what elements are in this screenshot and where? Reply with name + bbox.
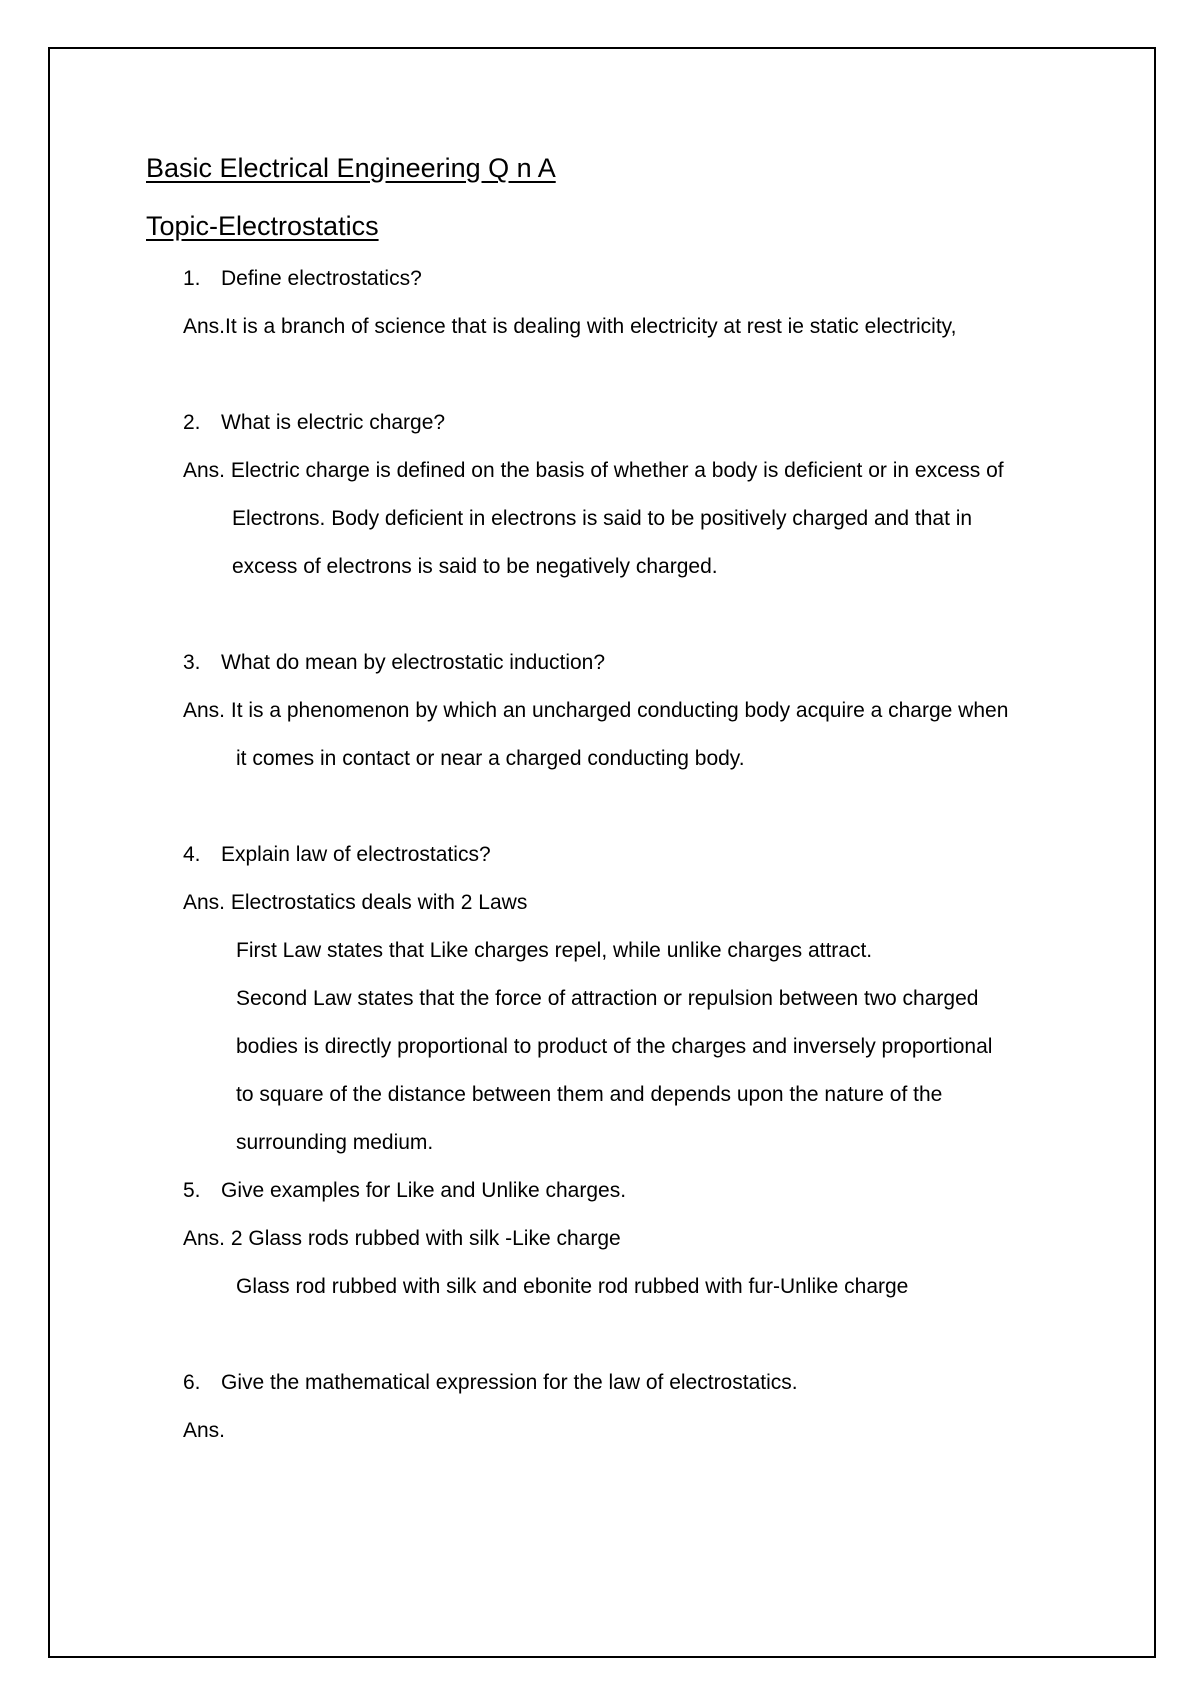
question-3 xyxy=(183,650,605,676)
answer-5-line-1: Ans. 2 Glass rods rubbed with silk -Like charge xyxy=(183,1227,621,1250)
question-text: What is electric charge? xyxy=(221,411,446,434)
question-text: Give examples for Like and Unlike charges. xyxy=(221,1179,627,1202)
answer-2-line-2: Electrons. Body deficient in electrons is said to be positively charged and that in xyxy=(232,507,973,530)
answer-3-line-1: Ans. It is a phenomenon by which an uncharged conducting body acquire a charge when xyxy=(183,699,1009,722)
answer-4-line-4: bodies is directly proportional to product of the charges and inversely proportional xyxy=(236,1035,993,1058)
answer-4-line-2: First Law states that Like charges repel, while unlike charges attract. xyxy=(236,939,873,962)
document-title: Basic Electrical Engineering Q n A xyxy=(146,153,556,183)
question-number: 6. xyxy=(183,1371,201,1394)
answer-2-line-3: excess of electrons is said to be negatively charged. xyxy=(232,555,718,578)
answer-4-line-6: surrounding medium. xyxy=(236,1131,434,1154)
question-text: Give the mathematical expression for the law of electrostatics. xyxy=(221,1371,798,1394)
answer-4-line-1: Ans. Electrostatics deals with 2 Laws xyxy=(183,891,528,914)
answer-6-line-1: Ans. xyxy=(183,1419,226,1442)
question-text: Explain law of electrostatics? xyxy=(221,843,491,866)
question-text: What do mean by electrostatic induction? xyxy=(221,651,606,674)
question-1 xyxy=(183,266,422,292)
question-number: 2. xyxy=(183,411,201,434)
answer-2-line-1: Ans. Electric charge is defined on the basis of whether a body is deficient or in excess of xyxy=(183,459,1004,482)
question-5 xyxy=(183,1178,626,1204)
question-6 xyxy=(183,1370,798,1396)
question-number: 3. xyxy=(183,651,201,674)
answer-1-line-1: Ans.It is a branch of science that is dealing with electricity at rest ie static electricity, xyxy=(183,315,957,338)
question-number: 5. xyxy=(183,1179,201,1202)
question-number: 4. xyxy=(183,843,201,866)
answer-4-line-5: to square of the distance between them and depends upon the nature of the xyxy=(236,1083,943,1106)
question-text: Define electrostatics? xyxy=(221,267,422,290)
answer-3-line-2: it comes in contact or near a charged conducting body. xyxy=(236,747,745,770)
answer-5-line-2: Glass rod rubbed with silk and ebonite rod rubbed with fur-Unlike charge xyxy=(236,1275,909,1298)
answer-4-line-3: Second Law states that the force of attraction or repulsion between two charged xyxy=(236,987,979,1010)
question-number: 1. xyxy=(183,267,201,290)
question-2 xyxy=(183,410,445,436)
question-4 xyxy=(183,842,491,868)
topic-heading: Topic-Electrostatics xyxy=(146,211,379,241)
